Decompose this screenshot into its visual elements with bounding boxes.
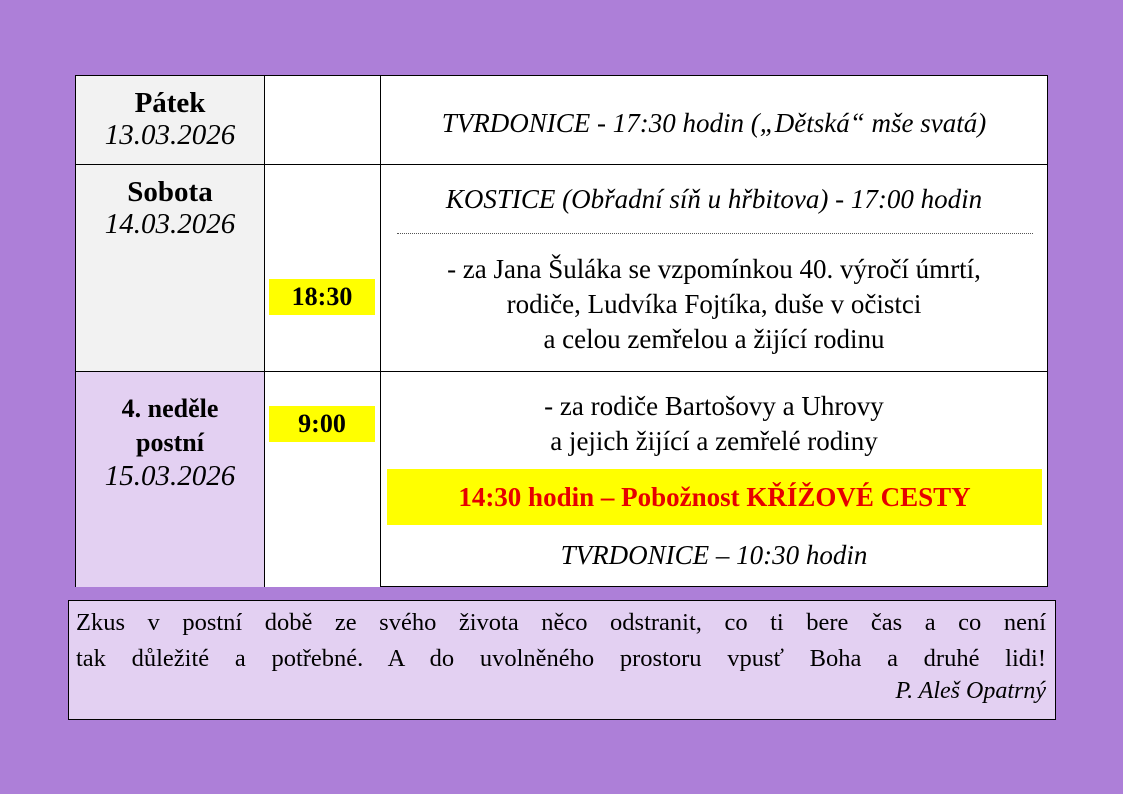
day-date: 15.03.2026 [104,460,236,492]
day-name: Pátek [134,87,206,119]
day-name: postní [136,428,204,457]
day-name: 4. neděle [121,394,219,423]
time-cell [265,372,381,587]
schedule-row-saturday [76,165,1047,372]
day-cell [76,372,265,587]
dotted-divider [397,233,1033,234]
mass-schedule-table [75,75,1048,587]
intention-line: - za rodiče Bartošovy a Uhrovy [544,391,884,421]
schedule-row-friday [76,76,1047,165]
intention-line: a jejich žijící a zemřelé rodiny [550,426,878,456]
intention-line: rodiče, Ludvíka Fojtíka, duše v očistci [506,289,922,319]
description-cell [381,76,1047,164]
quote-author: P. Aleš Opatrný [895,678,1046,704]
quote-box [68,600,1056,720]
time-cell [265,165,381,371]
day-date: 14.03.2026 [104,208,236,240]
day-cell [76,76,265,164]
time-cell [265,76,381,164]
time-badge: 18:30 [269,279,375,315]
schedule-row-sunday [76,372,1047,587]
description-cell [381,165,1047,371]
day-date: 13.03.2026 [104,119,236,151]
location-line: TVRDONICE – 10:30 hodin [560,540,868,570]
quote-line: Zkus v postní době ze svého života něco odstranit, co ti bere čas a co není [76,609,1046,636]
quote-line: tak důležité a potřebné. A do uvolněného prostoru vpusť Boha a druhé lidi! [76,645,1046,672]
time-badge: 9:00 [269,406,375,442]
day-cell [76,165,265,371]
intention-line: - za Jana Šuláka se vzpomínkou 40. výročí úmrtí, [447,254,981,284]
intention-line: a celou zemřelou a žijící rodinu [543,324,885,354]
day-name: Sobota [127,176,213,208]
location-line: KOSTICE (Obřadní síň u hřbitova) - 17:00 hodin [445,184,983,214]
description-line: TVRDONICE - 17:30 hodin („Dětská“ mše svatá) [441,108,987,138]
way-of-cross-highlight: 14:30 hodin – Pobožnost KŘÍŽOVÉ CESTY [387,469,1042,525]
description-cell [381,372,1047,587]
